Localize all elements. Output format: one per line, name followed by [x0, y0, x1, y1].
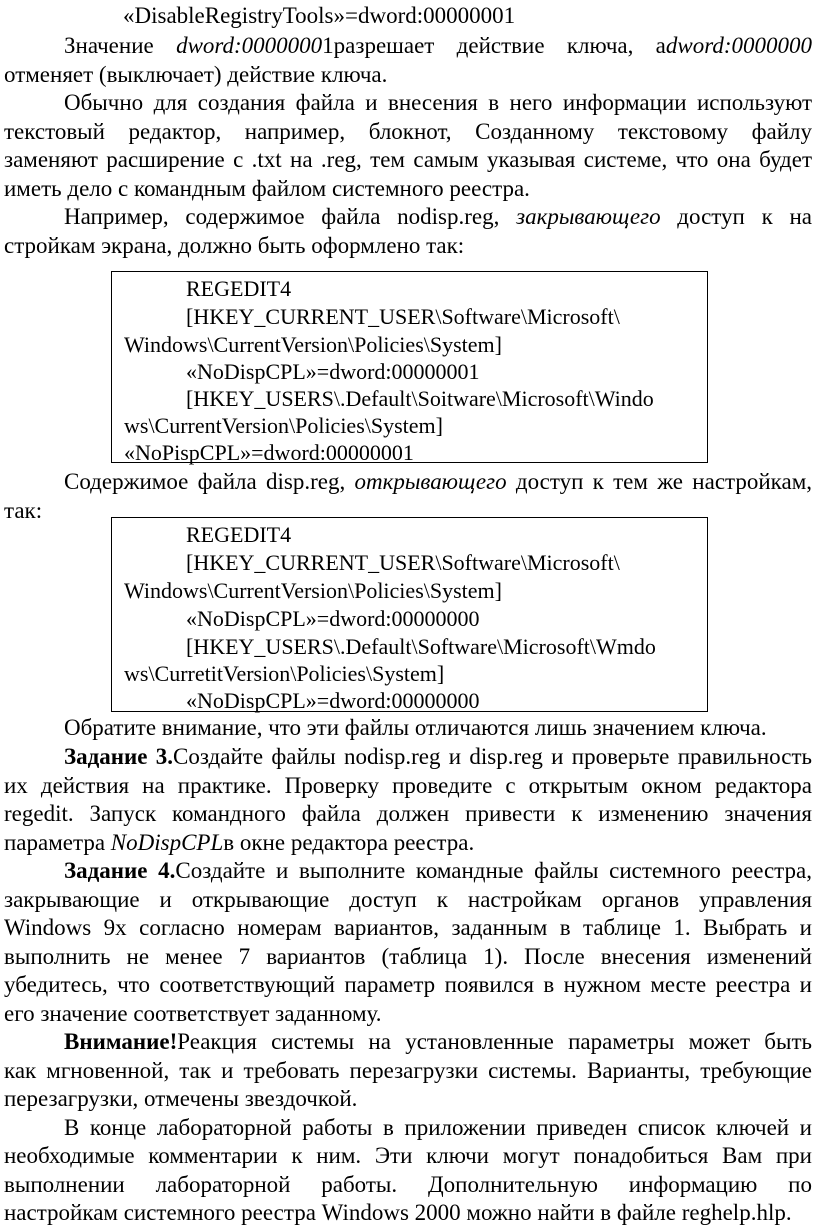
text: выполнении лабораторной работы. Дополнительную информацию по	[4, 1172, 812, 1197]
task-4-line-3	[4, 913, 812, 942]
text: выполнить не менее 7 вариантов (таблица 1). После внесения изменений	[4, 944, 812, 969]
text: «NoDispCPL»=dword:00000000	[186, 606, 480, 631]
code-line	[186, 302, 620, 331]
code-line	[186, 357, 480, 386]
code-line	[186, 520, 291, 549]
text: Реакция системы на установленные параметры может быть	[177, 1029, 812, 1054]
attention-line-2	[4, 1056, 812, 1085]
appendix-line-4	[4, 1198, 792, 1227]
text: Обычно для создания файла и внесения в него информации используют	[64, 90, 812, 115]
paragraph-disp-line-2	[4, 496, 42, 525]
text: Windows 9x согласно номерам вариантов, заданным в таблице 1. Выбрать и	[4, 915, 812, 940]
text: заменяют расширение с .txt на .reg, тем самым указывая системе, что она будет	[4, 147, 812, 172]
paragraph-dword-line-1	[64, 31, 812, 60]
text: ws\CurrentVersion\Policies\System]	[124, 413, 443, 438]
text: закрывающие и открывающие доступ к настройкам органов управления	[4, 887, 812, 912]
text: «DisableRegistryTools»=dword:00000001	[123, 3, 516, 28]
text: ws\CurretitVersion\Policies\System]	[124, 661, 445, 686]
text: перезагрузки, отмечены звездочкой.	[4, 1086, 358, 1111]
text: [HKEY_CURRENT_USER\Software\Microsoft\	[186, 304, 620, 329]
text: в окне редактора реестра.	[223, 830, 475, 855]
text: стройкам экрана, должно быть оформлено так:	[4, 233, 465, 258]
code-line	[186, 548, 620, 577]
text-italic: NoDispCPL	[110, 830, 224, 855]
code-line	[186, 686, 480, 715]
text-italic: открывающего	[354, 469, 507, 494]
text: Windows\CurrentVersion\Policies\System]	[124, 332, 502, 357]
paragraph-usage-line-1	[64, 88, 812, 117]
code-line	[124, 330, 502, 359]
code-line	[186, 632, 656, 661]
code-line	[124, 411, 443, 440]
text: regedit. Запуск командного файла должен привести к изменению значения	[4, 801, 812, 826]
text: В конце лабораторной работы в приложении приведен список ключей и	[64, 1115, 812, 1140]
paragraph-dword-line-2	[4, 60, 387, 89]
task-4-label: Задание 4.	[64, 858, 176, 883]
text: [HKEY_USERS\.Default\Soitware\Microsoft\Windo	[186, 386, 654, 411]
text: Значение	[64, 33, 177, 58]
task-3-label: Задание 3.	[64, 744, 174, 769]
text: Создайте и выполните командные файлы системного реестра,	[175, 858, 812, 883]
text: так:	[4, 498, 43, 523]
task-4-line-4	[4, 942, 812, 971]
text: их действия на практике. Проверку проведите с открытым окном редактора	[4, 773, 812, 798]
text: [HKEY_CURRENT_USER\Software\Microsoft\	[186, 550, 620, 575]
paragraph-disp-line-1	[64, 467, 812, 496]
attention-line-3	[4, 1084, 357, 1113]
code-line	[186, 274, 291, 303]
text: доступ к на	[660, 204, 812, 229]
appendix-line-3	[4, 1170, 812, 1199]
paragraph-usage-line-4	[4, 174, 530, 203]
paragraph-usage-line-2	[4, 117, 812, 146]
text-italic: закрывающего	[516, 204, 661, 229]
task-3-line-3	[4, 799, 812, 828]
task-4-line-6	[4, 999, 382, 1028]
code-line	[186, 604, 480, 633]
text: текстовый редактор, например, блокнот, Созданному текстовому файлу	[4, 119, 812, 144]
text: необходимые комментарии к ним. Эти ключи могут понадобиться Вам при	[4, 1143, 812, 1168]
paragraph-example-line-1	[64, 202, 812, 231]
code-line	[186, 384, 654, 413]
appendix-line-2	[4, 1141, 812, 1170]
text-italic: dword:0000000	[665, 33, 812, 58]
task-3-line-2	[4, 771, 812, 800]
text: «NoDispCPL»=dword:00000001	[186, 359, 480, 384]
text: убедитесь, что соответствующий параметр появился в нужном месте реестра и	[4, 972, 812, 997]
text: Например, содержимое файла nodisp.reg,	[64, 204, 517, 229]
code-line	[124, 576, 502, 605]
code-line	[124, 659, 444, 688]
paragraph-note-line-1	[64, 713, 767, 742]
task-4-line-2	[4, 885, 812, 914]
text: Обратите внимание, что эти файлы отличаются лишь значением ключа.	[64, 715, 767, 740]
task-4-line-1	[64, 856, 812, 885]
text: как мгновенной, так и требовать перезагрузки системы. Варианты, требующие	[4, 1058, 812, 1083]
text: доступ к тем же настройкам,	[506, 469, 813, 494]
text: «NoDispCPL»=dword:00000000	[186, 688, 480, 713]
text-italic: dword:0000000	[176, 33, 323, 58]
text: иметь дело с командным файлом системного реестра.	[4, 176, 530, 201]
task-3-line-4	[4, 828, 474, 857]
text: REGEDIT4	[186, 276, 292, 301]
text: [HKEY_USERS\.Default\Software\Microsoft\Wmdo	[186, 634, 656, 659]
text: настройкам системного реестра Windows 2000 можно найти в файле reghelp.hlp.	[4, 1200, 792, 1225]
text: Содержимое файла disp.reg,	[64, 469, 355, 494]
text: параметра	[4, 830, 111, 855]
code-line	[124, 438, 414, 467]
text: Windows\CurrentVersion\Policies\System]	[124, 578, 502, 603]
text: REGEDIT4	[186, 522, 292, 547]
attention-label: Внимание!	[64, 1029, 178, 1054]
task-3-line-1	[64, 742, 812, 771]
appendix-line-1	[64, 1113, 812, 1142]
text: Создайте файлы nodisp.reg и disp.reg и проверьте правильность	[173, 744, 812, 769]
paragraph-example-line-2	[4, 231, 464, 260]
text: его значение соответствует заданному.	[4, 1001, 382, 1026]
paragraph-usage-line-3	[4, 145, 812, 174]
text: 1разрешает действие ключа, а	[322, 33, 666, 58]
text: «NoPispCPL»=dword:00000001	[124, 440, 414, 465]
attention-line-1	[64, 1027, 812, 1056]
task-4-line-5	[4, 970, 812, 999]
text: отменяет (выключает) действие ключа.	[4, 62, 388, 87]
registry-line	[123, 1, 515, 30]
